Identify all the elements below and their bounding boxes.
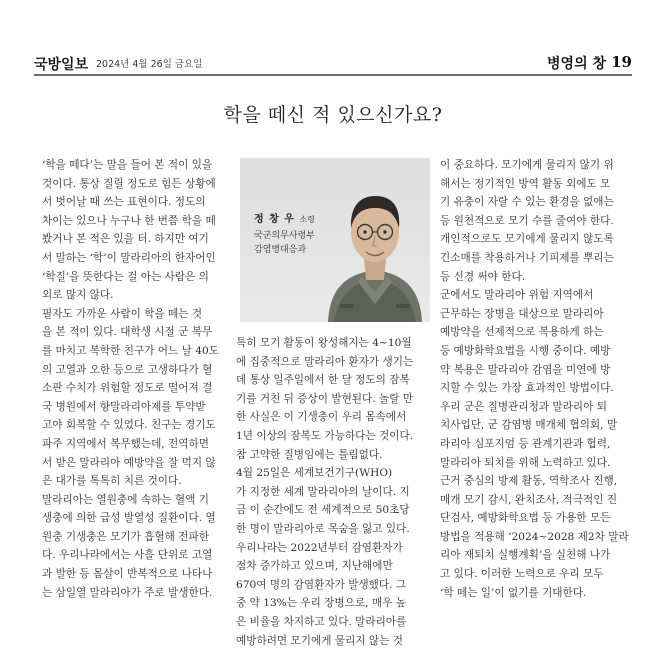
article-text-line: 개인적으로도 모기에게 물리지 않도록 <box>440 230 630 249</box>
author-rank: 소령 <box>299 215 314 224</box>
article-text-line: 소판 수치가 위험할 정도로 떨어져 결 <box>42 379 232 398</box>
article-text-line: 가 지정한 세계 말라리아의 날이다. 지 <box>236 483 426 502</box>
article-text-line: ‘학질’을 뜻한다는 걸 아는 사람은 의 <box>42 268 232 287</box>
article-text-line: 1년 이상의 잠복도 가능하다는 것이다. <box>236 427 426 446</box>
article-text-line: 고야 회복할 수 있었다. 친구는 경기도 <box>42 416 232 435</box>
article-text-line: 약 복용은 말라리아 감염을 미연에 방 <box>440 361 630 380</box>
article-text-line: 방법을 적용해 ‘2024~2028 제2차 말라 <box>440 528 630 547</box>
article-text-line: 을 본 적이 있다. 대학생 시절 군 복무 <box>42 323 232 342</box>
article-text-line: 은 비율을 차지하고 있다. 말라리아를 <box>236 613 426 632</box>
article-text-line: 기를 거친 뒤 증상이 발현된다. 놀랄 만 <box>236 390 426 409</box>
article-text-line: 등 신경 써야 한다. <box>440 268 630 287</box>
section-title: 병영의 창 <box>547 53 606 73</box>
article-text-line: 필자도 가까운 사람이 학을 떼는 것 <box>42 305 232 324</box>
page-number: 19 <box>611 53 632 71</box>
article-text-line: 생충에 의한 급성 발열성 질환이다. 열 <box>42 509 232 528</box>
article-text-line: 예방약을 선제적으로 복용하게 하는 <box>440 323 630 342</box>
publication-date: 2024년 4월 26일 금요일 <box>96 56 202 70</box>
article-text-line: 등 예방화학요법을 시행 중이다. 예방 <box>440 342 630 361</box>
article-text-line: 4월 25일은 세계보건기구(WHO) <box>236 464 426 483</box>
article-text-line: 단검사, 예방화학요법 등 가용한 모든 <box>440 509 630 528</box>
article-column-2 <box>236 334 426 650</box>
author-org-line: 감염병대응과 <box>254 243 344 257</box>
article-text-line: 기 유충이 자랄 수 있는 환경을 없애는 <box>440 193 630 212</box>
article-text-line: 은 대가를 톡톡히 치른 것이다. <box>42 472 232 491</box>
author-name: 정 창 우 <box>254 214 295 225</box>
article-text-line: 금 이 순간에도 전 세계적으로 50초당 <box>236 501 426 520</box>
article-column-3 <box>440 156 630 602</box>
article-text-line: 군에서도 말라리아 위험 지역에서 <box>440 286 630 305</box>
article-text-line: 라리아 심포지엄 등 관계기관과 협력, <box>440 435 630 454</box>
article-text-line: 중 약 13%는 우리 장병으로, 매우 높 <box>236 594 426 613</box>
article-text-line: 외로 많지 않다. <box>42 286 232 305</box>
author-photo-box <box>240 158 430 322</box>
article-text-line: 고 있다. 이러한 노력으로 우리 모두 <box>440 565 630 584</box>
article-text-line: ‘학 떼는 일’이 없기를 기대한다. <box>440 584 630 603</box>
article-headline: 학을 떼신 적 있으신가요? <box>0 100 666 127</box>
article-text-line: 파주 지역에서 복무했는데, 전역하면 <box>42 435 232 454</box>
article-text-line: 의 고열과 오한 등으로 고생하다가 혈 <box>42 361 232 380</box>
article-text-line: 우리나라는 2022년부터 감염환자가 <box>236 539 426 558</box>
article-text-line: 긴소매를 착용하거나 기피제를 뿌리는 <box>440 249 630 268</box>
article-text-line: 근무하는 장병을 대상으로 말라리아 <box>440 305 630 324</box>
article-text-line: 차이는 있으나 누구나 한 번쯤 학을 떼 <box>42 212 232 231</box>
article-text-line: 근거 중심의 방제 활동, 역학조사 진행, <box>440 472 630 491</box>
publication-name: 국방일보 <box>34 54 88 74</box>
article-text-line: 예방하려면 모기에게 물리지 않는 것 <box>236 632 426 650</box>
article-column-1 <box>42 156 232 602</box>
article-text-line: 매개 모기 감시, 완치조사, 적극적인 진 <box>440 491 630 510</box>
article-text-line: 치사업단, 군 감염병 매개체 협의회, 말 <box>440 416 630 435</box>
article-text-line: 것이다. 통상 질릴 정도로 힘든 상황에 <box>42 175 232 194</box>
article-text-line: 서 말하는 ‘학’이 말라리아의 한자어인 <box>42 249 232 268</box>
article-text-line: 는 삼일열 말라리아가 주로 발생한다. <box>42 584 232 603</box>
article-text-line: 다. 우리나라에서는 사흘 단위로 고열 <box>42 546 232 565</box>
article-text-line: 등 원천적으로 모기 수를 줄여야 한다. <box>440 212 630 231</box>
article-text-line: 이 중요하다. 모기에게 물리지 않기 위 <box>440 156 630 175</box>
article-text-line: 말라리아 퇴치를 위해 노력하고 있다. <box>440 454 630 473</box>
author-portrait-image <box>320 158 430 322</box>
article-text-line: 우리 군은 질병관리청과 말라리아 퇴 <box>440 398 630 417</box>
article-text-line: 서 받은 말라리아 예방약을 잘 먹지 않 <box>42 454 232 473</box>
article-text-line: ‘학을 떼다’는 말을 들어 본 적이 있을 <box>42 156 232 175</box>
masthead <box>34 50 632 76</box>
article-text-line: 지할 수 있는 가장 효과적인 방법이다. <box>440 379 630 398</box>
article-text-line: 특히 모기 활동이 왕성해지는 4~10월 <box>236 334 426 353</box>
article-text-line: 국 병원에서 항말라리아제를 투약받 <box>42 398 232 417</box>
article-text-line: 한 사실은 이 기생충이 우리 몸속에서 <box>236 408 426 427</box>
article-text-line: 에 집중적으로 말라리아 환자가 생기는 <box>236 353 426 372</box>
article-text-line: 봤거나 본 적은 있을 터. 하지만 여기 <box>42 230 232 249</box>
article-text-line: 참 고약한 질병임에는 틀림없다. <box>236 446 426 465</box>
article-text-line: 를 마치고 복학한 친구가 어느 날 40도 <box>42 342 232 361</box>
article-text-line: 과 발한 등 몸살이 반복적으로 나타나 <box>42 565 232 584</box>
article-text-line: 원충 기생충은 모기가 흡혈해 전파한 <box>42 528 232 547</box>
article-text-line: 데 통상 일주일에서 한 달 정도의 잠복 <box>236 371 426 390</box>
article-text-line: 말라리아는 열원충에 속하는 혈액 기 <box>42 491 232 510</box>
article-text-line: 점차 증가하고 있으며, 지난해에만 <box>236 557 426 576</box>
article-text-line: 670여 명의 감염환자가 발생했다. 그 <box>236 576 426 595</box>
author-org-line: 국군의무사령부 <box>254 229 344 243</box>
article-text-line: 한 명이 말라리아로 목숨을 잃고 있다. <box>236 520 426 539</box>
article-text-line: 해서는 정기적인 방역 활동 외에도 모 <box>440 175 630 194</box>
article-text-line: 서 벗어날 때 쓰는 표현이다. 정도의 <box>42 193 232 212</box>
article-text-line: 리아 재퇴치 실행계획’을 실천해 나가 <box>440 546 630 565</box>
